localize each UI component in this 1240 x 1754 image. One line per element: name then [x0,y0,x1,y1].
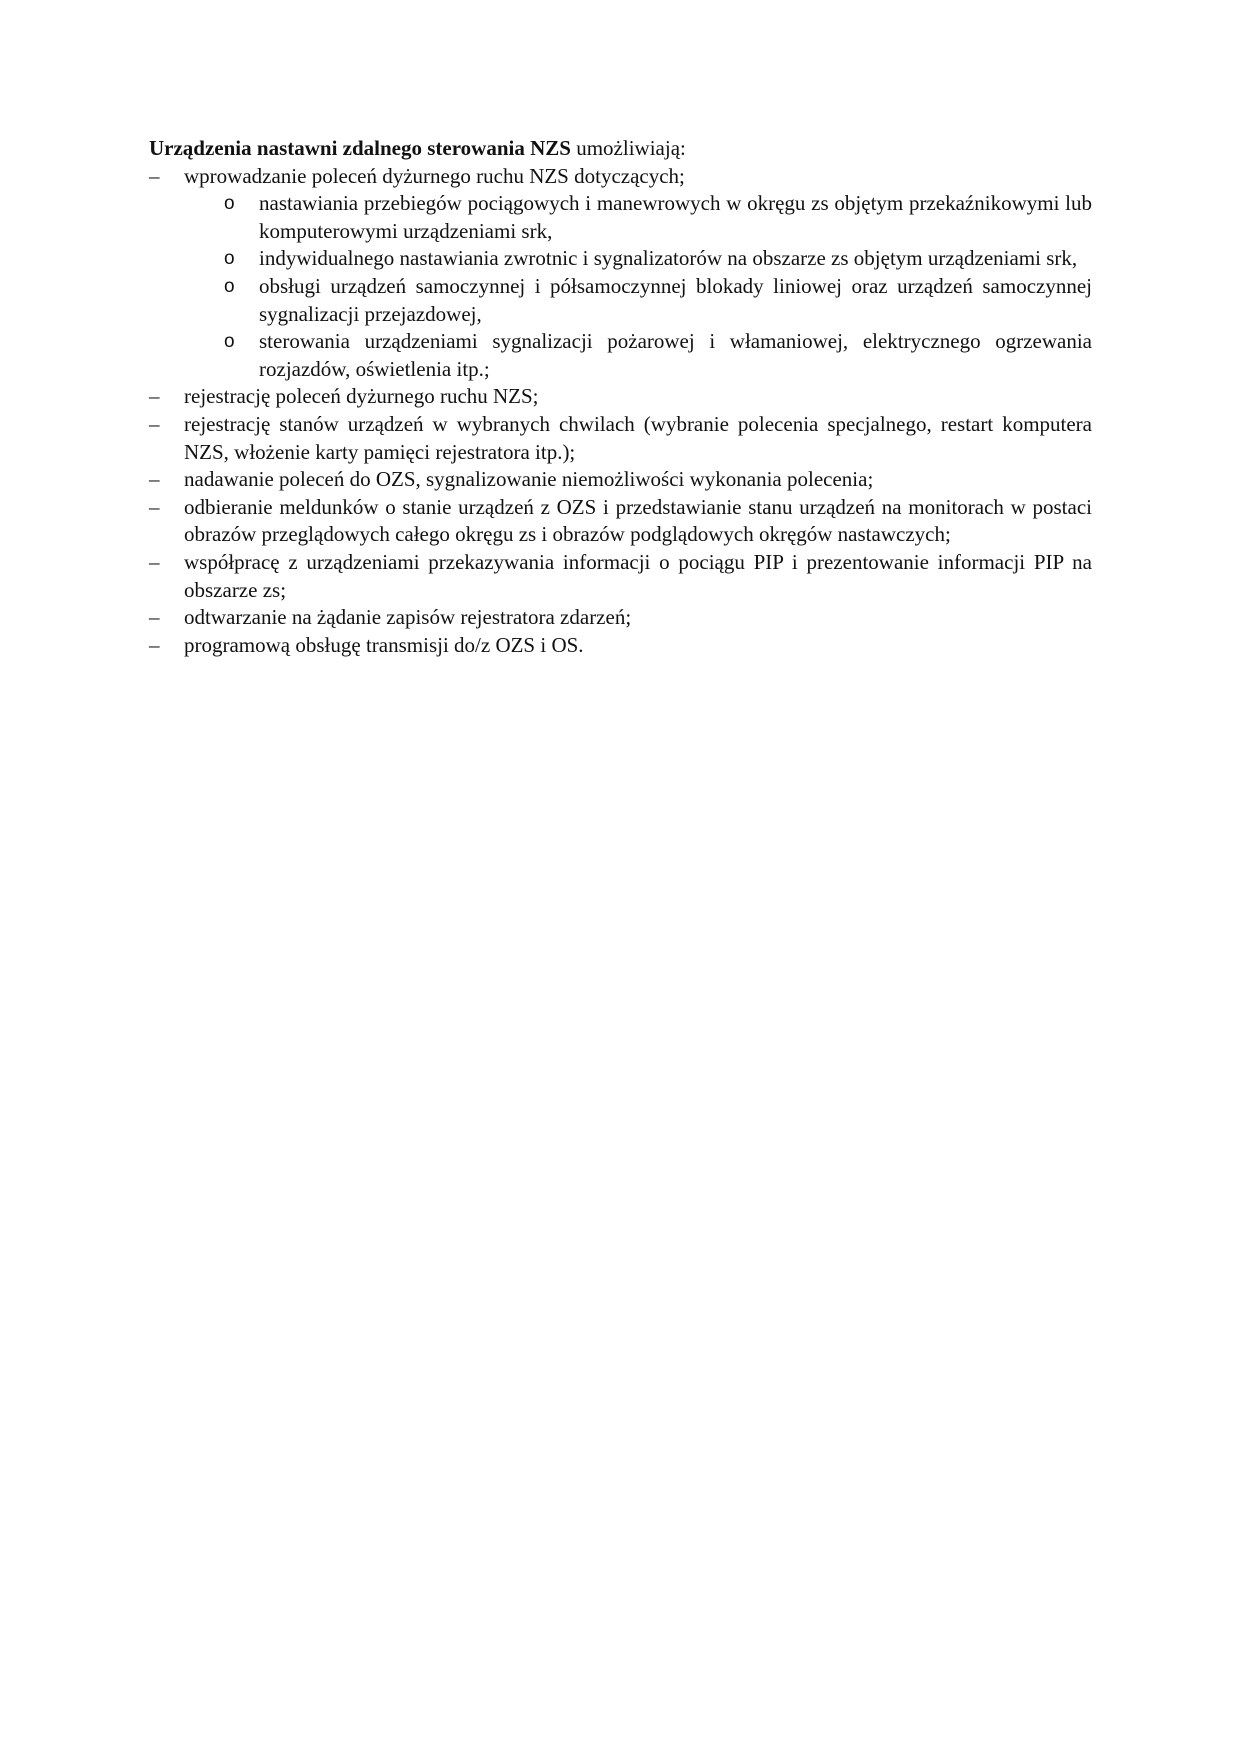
list-item [149,163,1092,191]
list-item [149,411,1092,466]
list-item [149,494,1092,549]
sub-list-item [224,245,1092,273]
sub-list-item [224,190,1092,245]
circle-bullet-icon: o [224,193,235,215]
capabilities-list [149,163,1092,191]
list-item-text: nadawanie poleceń do OZS, sygnalizowanie niemożliwości wykonania polecenia; [184,467,874,492]
sub-list-item-text: obsługi urządzeń samoczynnej i półsamoczynnej blokady liniowej oraz urządzeń samoczynnej sygnalizacji przejazdowej, [259,273,1092,326]
heading-bold-text: Urządzenia nastawni zdalnego sterowania NZS [149,136,571,160]
sub-list-item-text: indywidualnego nastawiania zwrotnic i sygnalizatorów na obszarze zs objętym urządzeniami srk, [259,246,1078,271]
dash-bullet-icon: – [149,163,160,188]
dash-bullet-icon: – [149,632,160,657]
dash-bullet-icon: – [149,605,160,630]
list-item-text: rejestrację stanów urządzeń w wybranych chwilach (wybranie polecenia specjalnego, restart komputera NZS, włożenie karty pamięci rejestratora itp.); [184,411,1092,464]
capabilities-list-continued [149,383,1092,659]
sub-list-item-text: sterowania urządzeniami sygnalizacji pożarowej i włamaniowej, elektrycznego ogrzewania rozjazdów, oświetlenia itp.; [259,329,1092,381]
list-item-text: rejestrację poleceń dyżurnego ruchu NZS; [184,384,539,409]
intro-heading [149,135,1092,163]
list-item [149,549,1092,604]
list-item [149,632,1092,660]
circle-bullet-icon: o [224,275,235,297]
list-item-text: programową obsługę transmisji do/z OZS i OS. [184,632,584,657]
list-item-text: wprowadzanie poleceń dyżurnego ruchu NZS dotyczących; [184,163,685,188]
dash-bullet-icon: – [149,411,160,436]
list-item [149,604,1092,632]
list-item-text: odtwarzanie na żądanie zapisów rejestratora zdarzeń; [184,605,632,630]
document-body [149,135,1092,659]
dash-bullet-icon: – [149,549,160,574]
list-item-text: odbieranie meldunków o stanie urządzeń z OZS i przedstawianie stanu urządzeń na monitorach w postaci obrazów przeglądowych całego okręgu zs i obrazów podglądowych okręgów nastawczych; [184,494,1092,547]
heading-rest-text: umożliwiają: [570,136,686,160]
sub-list [224,190,1092,383]
sub-list-item-text: nastawiania przebiegów pociągowych i manewrowych w okręgu zs objętym przekaźnikowymi lub komputerowymi urządzeniami srk, [259,191,1092,243]
circle-bullet-icon: o [224,248,235,270]
list-item-text: współpracę z urządzeniami przekazywania informacji o pociągu PIP i prezentowanie informacji PIP na obszarze zs; [184,549,1092,602]
dash-bullet-icon: – [149,384,160,409]
sub-list-item [224,273,1092,328]
sub-list-item [224,328,1092,383]
dash-bullet-icon: – [149,467,160,492]
list-item [149,383,1092,411]
circle-bullet-icon: o [224,331,235,353]
dash-bullet-icon: – [149,494,160,519]
list-item [149,466,1092,494]
